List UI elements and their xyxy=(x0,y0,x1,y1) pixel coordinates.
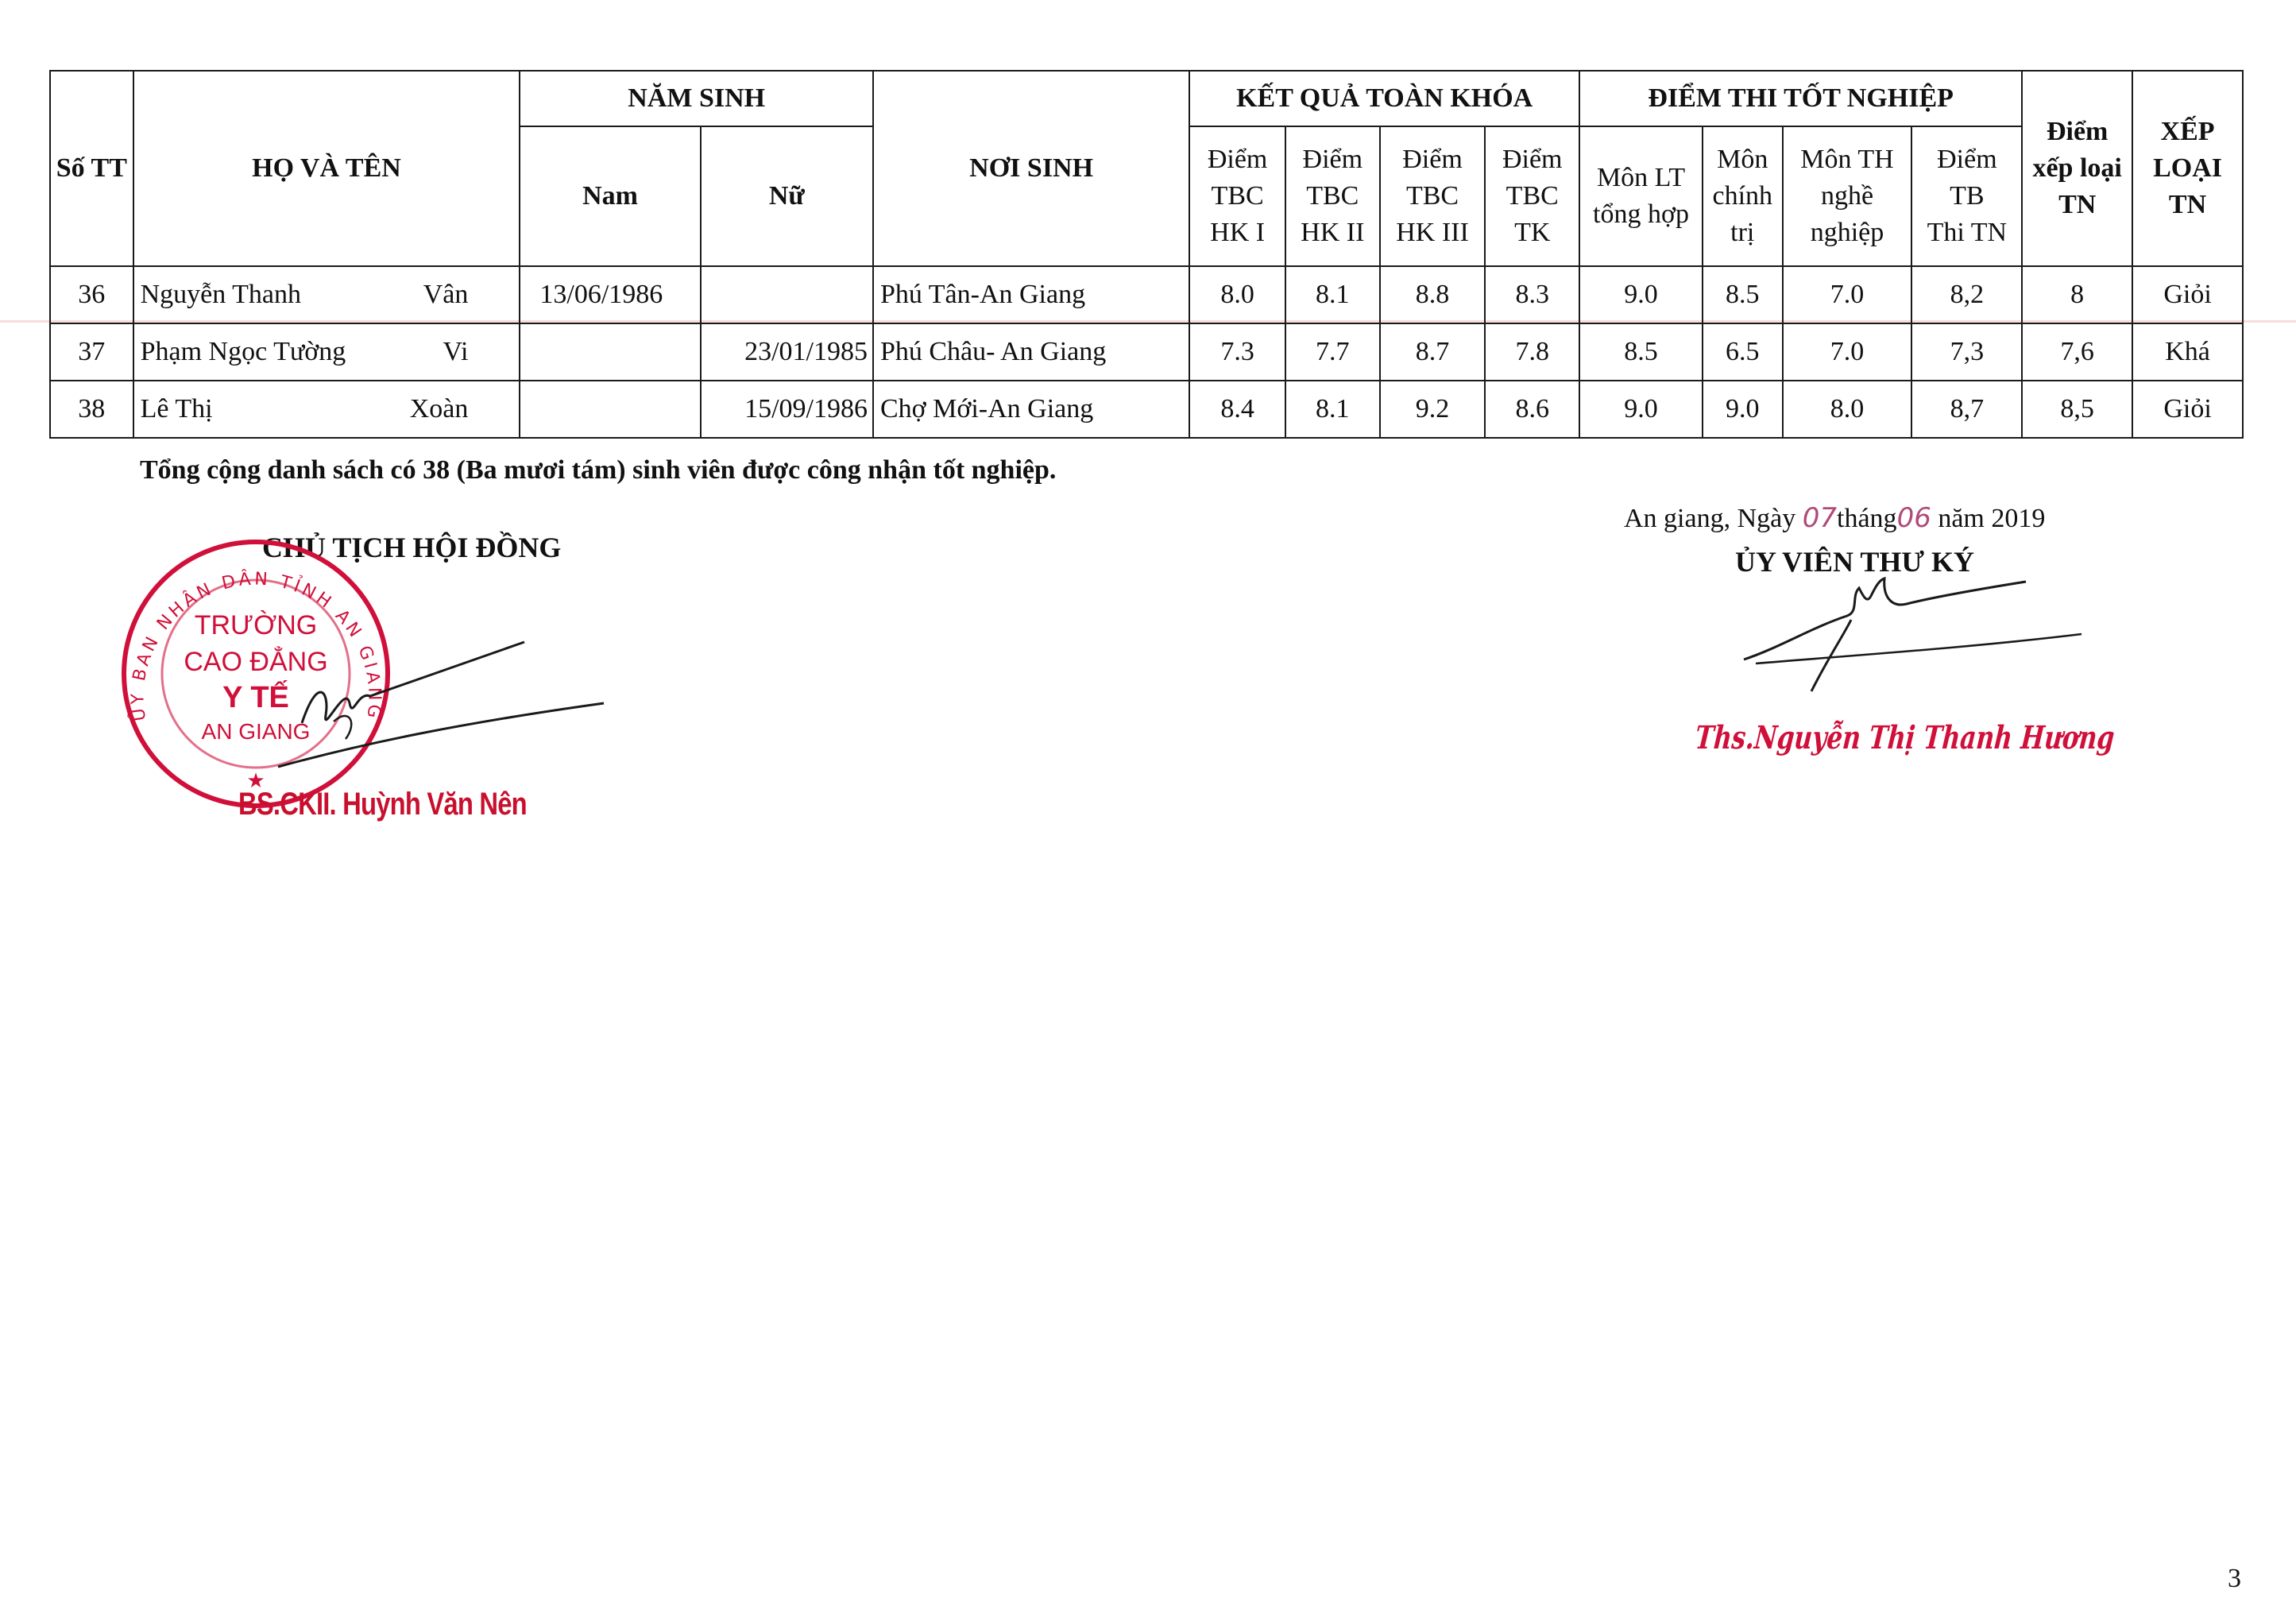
cell-ten: Vi xyxy=(443,337,469,366)
chair-name: BS.CKII. Huỳnh Văn Nên xyxy=(238,787,527,822)
cell-dxl: 8,5 xyxy=(2022,381,2132,438)
header-mon-lt: Môn LT tổng hợp xyxy=(1579,126,1703,266)
cell-ho: Phạm Ngọc Tường xyxy=(140,337,346,366)
cell-hk1: 7.3 xyxy=(1189,323,1285,381)
signing-date xyxy=(1624,502,2045,534)
cell-ho-va-ten xyxy=(133,381,520,438)
cell-noi-sinh: Chợ Mới-An Giang xyxy=(873,381,1189,438)
cell-hk3: 9.2 xyxy=(1380,381,1486,438)
header-mon-chinh-tri: Môn chính trị xyxy=(1703,126,1783,266)
star-icon: ★ xyxy=(246,769,265,793)
header-diem-xep-loai: Điểm xếp loại TN xyxy=(2022,71,2132,266)
cell-nam xyxy=(520,323,700,381)
cell-tb: 7,3 xyxy=(1911,323,2022,381)
header-diem-tbc-hk1: Điểm TBC HK I xyxy=(1189,126,1285,266)
cell-nu: 15/09/1986 xyxy=(701,381,873,438)
stamp-line2: CAO ĐẲNG xyxy=(184,647,328,677)
cell-hk1: 8.0 xyxy=(1189,266,1285,323)
cell-tk: 8.6 xyxy=(1485,381,1579,438)
cell-nu xyxy=(701,266,873,323)
cell-stt: 37 xyxy=(50,323,133,381)
cell-th: 7.0 xyxy=(1783,266,1912,323)
cell-ct: 6.5 xyxy=(1703,323,1783,381)
cell-hk1: 8.4 xyxy=(1189,381,1285,438)
cell-ho: Lê Thị xyxy=(140,394,213,424)
cell-nu: 23/01/1985 xyxy=(701,323,873,381)
cell-xl: Giỏi xyxy=(2132,381,2243,438)
cell-hk3: 8.7 xyxy=(1380,323,1486,381)
date-prefix: An giang, Ngày xyxy=(1624,504,1796,533)
cell-ct: 9.0 xyxy=(1703,381,1783,438)
cell-stt: 36 xyxy=(50,266,133,323)
chair-signature xyxy=(270,628,612,803)
stamp-line4: AN GIANG xyxy=(201,719,311,744)
cell-ho: Nguyễn Thanh xyxy=(140,280,301,309)
stamp-outer-text: ỦY BAN NHÂN DÂN TỈNH AN GIANG xyxy=(128,569,385,722)
date-month: 06 xyxy=(1896,502,1931,534)
secretary-name: Ths.Nguyễn Thị Thanh Hương xyxy=(1694,719,2116,756)
header-ket-qua-toan-khoa: KẾT QUẢ TOÀN KHÓA xyxy=(1189,71,1579,126)
header-ho-va-ten: HỌ VÀ TÊN xyxy=(133,71,520,266)
header-xep-loai: XẾP LOẠI TN xyxy=(2132,71,2243,266)
cell-hk2: 8.1 xyxy=(1285,266,1380,323)
date-month-label: tháng xyxy=(1837,504,1897,533)
header-nu: Nữ xyxy=(701,126,873,266)
header-nam: Nam xyxy=(520,126,700,266)
cell-th: 8.0 xyxy=(1783,381,1912,438)
cell-xl: Khá xyxy=(2132,323,2243,381)
header-mon-th: Môn TH nghề nghiệp xyxy=(1783,126,1912,266)
page-number: 3 xyxy=(2228,1564,2241,1593)
cell-tb: 8,2 xyxy=(1911,266,2022,323)
cell-hk3: 8.8 xyxy=(1380,266,1486,323)
cell-th: 7.0 xyxy=(1783,323,1912,381)
table-row xyxy=(50,323,2243,381)
header-diem-tbc-hk2: Điểm TBC HK II xyxy=(1285,126,1380,266)
cell-ten: Xoàn xyxy=(409,394,469,424)
cell-dxl: 7,6 xyxy=(2022,323,2132,381)
cell-stt: 38 xyxy=(50,381,133,438)
secretary-signature xyxy=(1732,572,2097,699)
cell-lt: 8.5 xyxy=(1579,323,1703,381)
cell-nam xyxy=(520,381,700,438)
cell-hk2: 8.1 xyxy=(1285,381,1380,438)
table-row xyxy=(50,381,2243,438)
cell-tb: 8,7 xyxy=(1911,381,2022,438)
header-nam-sinh: NĂM SINH xyxy=(520,71,873,126)
date-day: 07 xyxy=(1802,502,1838,534)
cell-noi-sinh: Phú Châu- An Giang xyxy=(873,323,1189,381)
cell-ho-va-ten xyxy=(133,323,520,381)
cell-lt: 9.0 xyxy=(1579,266,1703,323)
graduation-results-table xyxy=(49,70,2244,439)
cell-ct: 8.5 xyxy=(1703,266,1783,323)
cell-tk: 8.3 xyxy=(1485,266,1579,323)
cell-xl: Giỏi xyxy=(2132,266,2243,323)
cell-hk2: 7.7 xyxy=(1285,323,1380,381)
cell-nam: 13/06/1986 xyxy=(520,266,700,323)
cell-tk: 7.8 xyxy=(1485,323,1579,381)
cell-ten: Vân xyxy=(423,280,469,309)
header-diem-tbc-hk3: Điểm TBC HK III xyxy=(1380,126,1486,266)
summary-text: Tổng cộng danh sách có 38 (Ba mươi tám) sinh viên được công nhận tốt nghiệp. xyxy=(140,455,1057,485)
cell-lt: 9.0 xyxy=(1579,381,1703,438)
date-year: năm 2019 xyxy=(1938,504,2046,533)
cell-ho-va-ten xyxy=(133,266,520,323)
chair-title: CHỦ TỊCH HỘI ĐỒNG xyxy=(262,532,562,563)
cell-dxl: 8 xyxy=(2022,266,2132,323)
secretary-title: ỦY VIÊN THƯ KÝ xyxy=(1735,546,1975,578)
stamp-line1: TRƯỜNG xyxy=(194,610,318,640)
stamp-line3: Y TẾ xyxy=(222,681,289,714)
header-diem-thi-tot-nghiep: ĐIỂM THI TỐT NGHIỆP xyxy=(1579,71,2022,126)
table-row xyxy=(50,266,2243,323)
header-noi-sinh: NƠI SINH xyxy=(873,71,1189,266)
cell-noi-sinh: Phú Tân-An Giang xyxy=(873,266,1189,323)
header-diem-tbc-tk: Điểm TBC TK xyxy=(1485,126,1579,266)
header-diem-tb-thi: Điểm TB Thi TN xyxy=(1911,126,2022,266)
header-so-tt: Số TT xyxy=(50,71,133,266)
